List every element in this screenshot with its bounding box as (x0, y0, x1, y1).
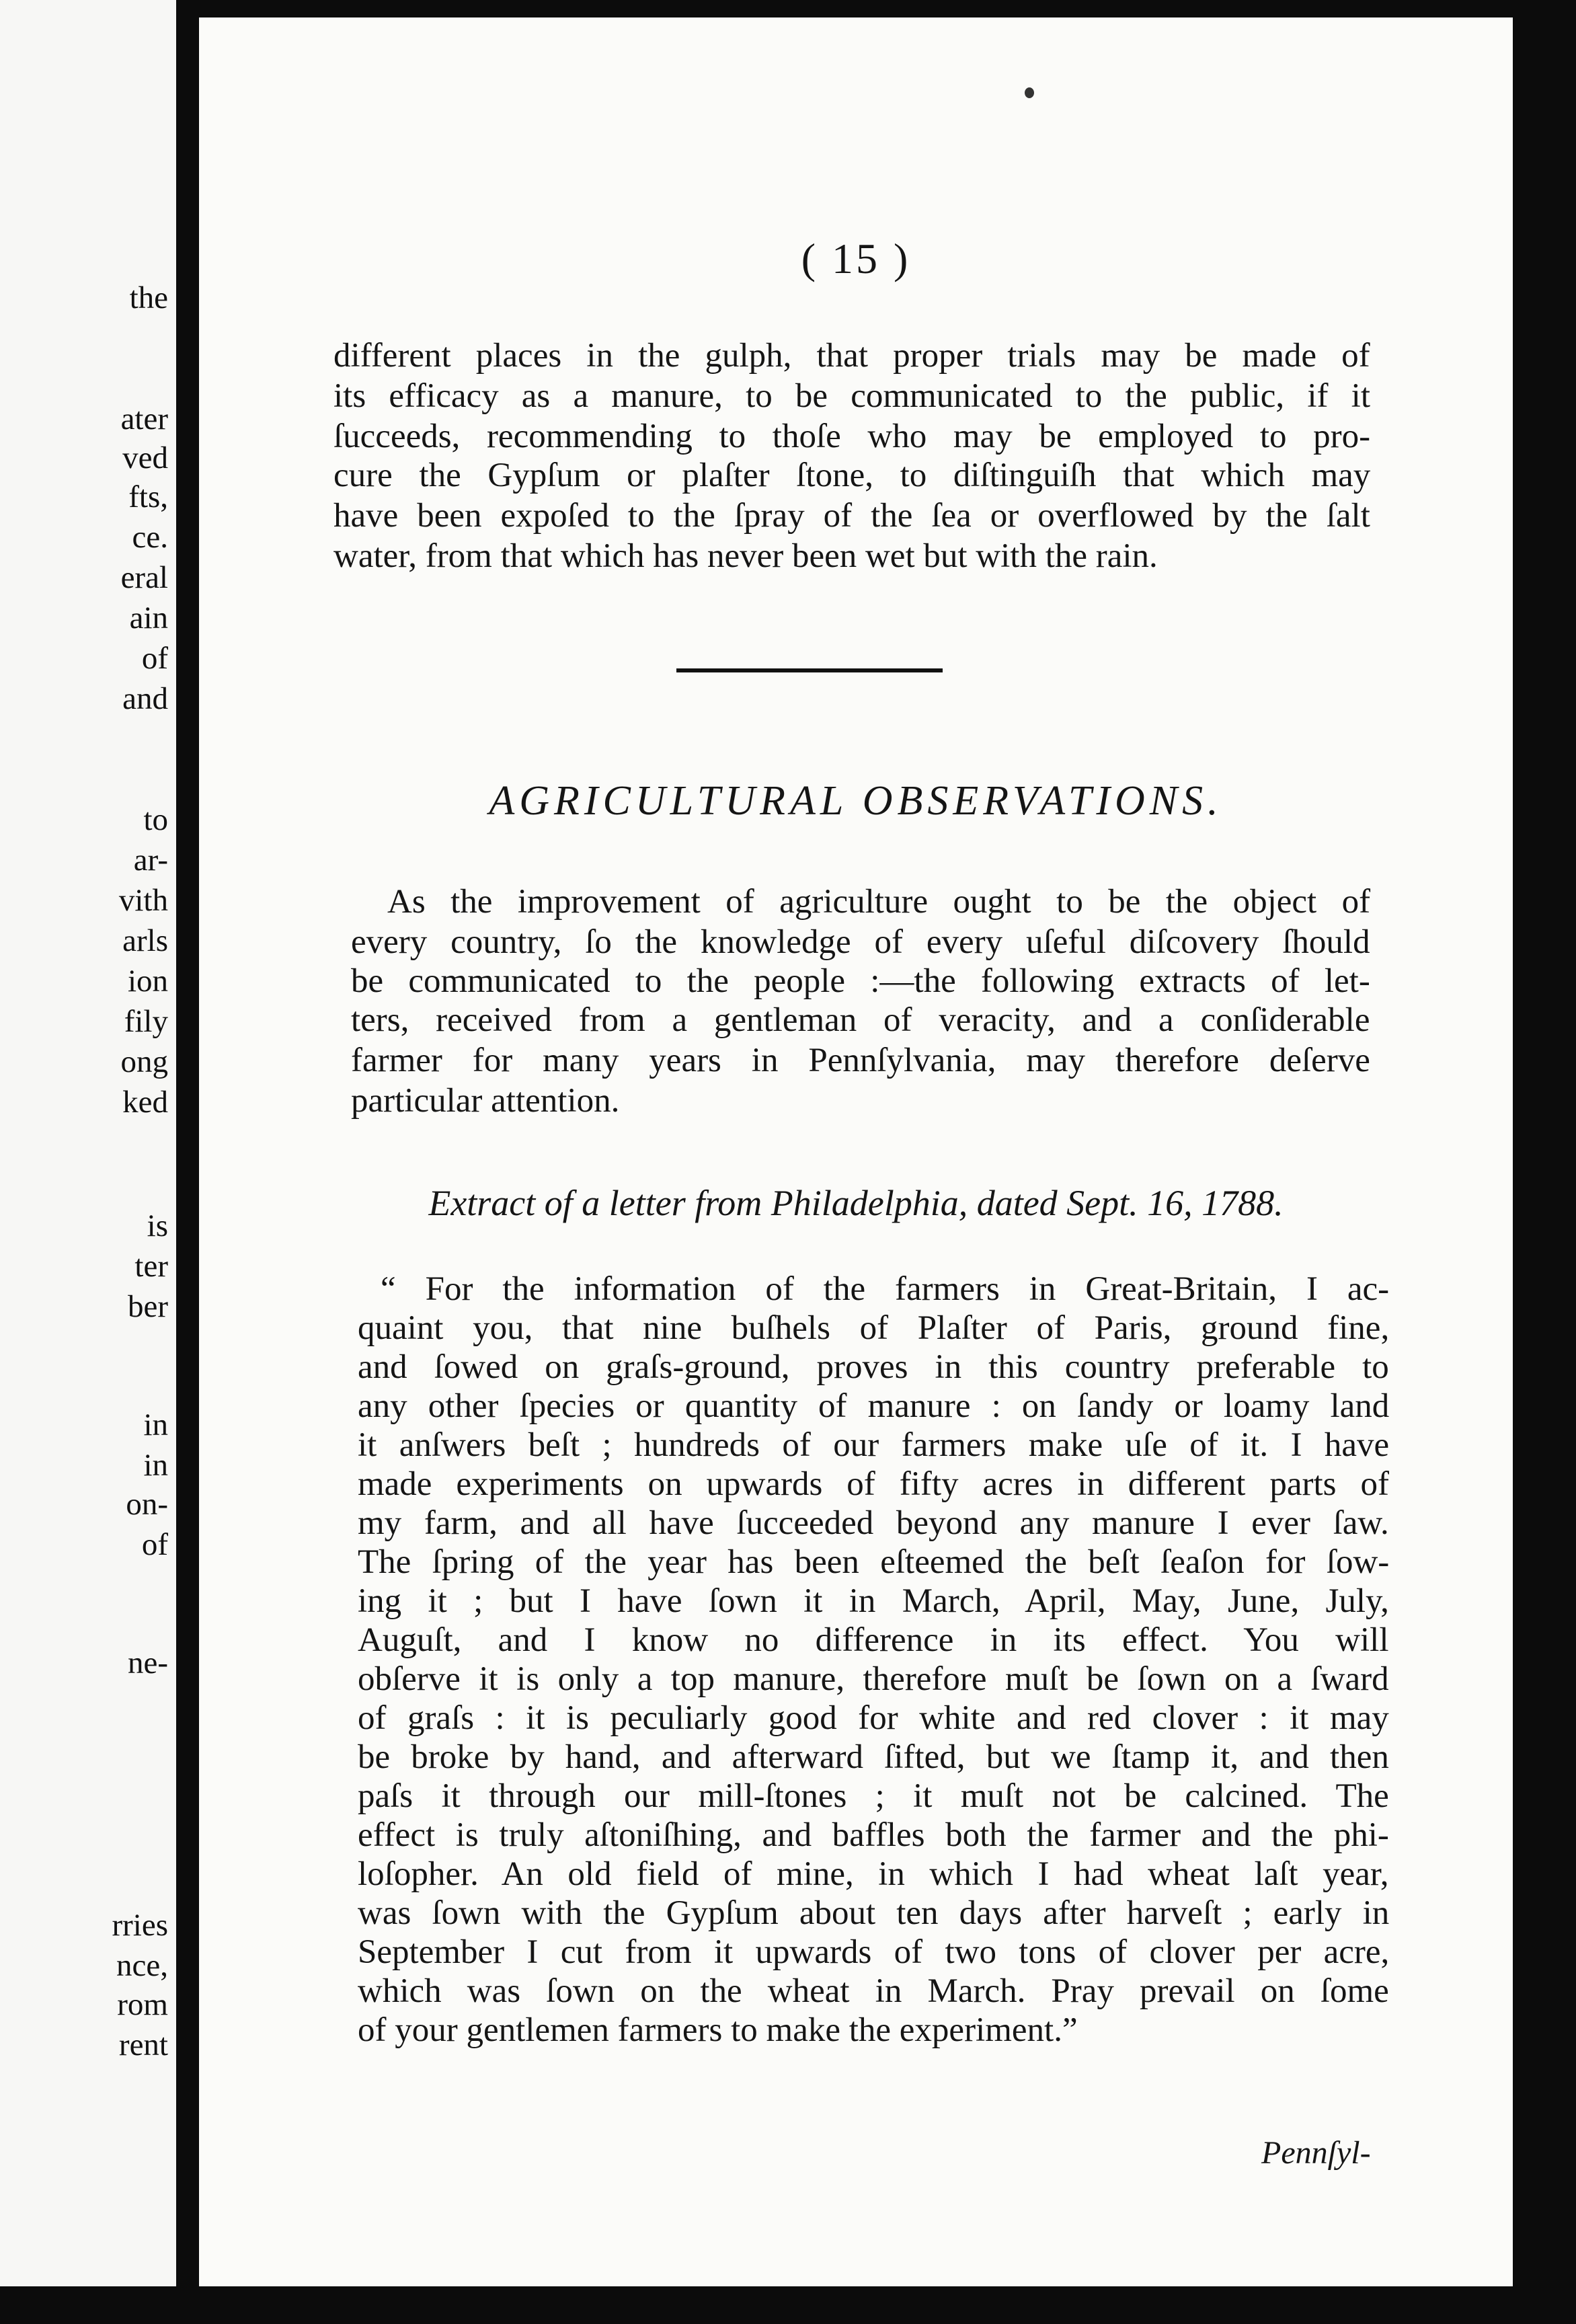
letter-line: my farm, and all have ſucceeded beyond any manure I ever ſaw. (358, 1504, 1389, 1542)
letter-line: paſs it through our mill-ſtones ; it muſt not be calcined. The (358, 1777, 1389, 1815)
facing-page-fragment: of (141, 641, 168, 676)
facing-page-fragment: ved (122, 440, 168, 475)
book-gutter (176, 0, 199, 2324)
facing-page-fragment: in (143, 1448, 168, 1483)
scan-border-right (1513, 0, 1576, 2324)
facing-page-fragment: in (143, 1407, 168, 1442)
letter-line: of graſs : it is peculiarly good for white and red clover : it may (358, 1699, 1389, 1737)
letter-line: loſopher. An old field of mine, in which I had wheat laſt year, (358, 1855, 1389, 1893)
continuation-line: cure the Gypſum or plaſter ſtone, to diſtinguiſh that which may (333, 457, 1371, 494)
facing-page-fragment: on- (126, 1487, 168, 1522)
letter-line: was ſown with the Gypſum about ten days after harveſt ; early in (358, 1894, 1390, 1932)
facing-page-fragment: ar- (133, 843, 168, 878)
book-page (199, 17, 1513, 2286)
intro-line: particular attention. (351, 1082, 620, 1120)
intro-line: ters, received from a gentleman of veracity, and a conſiderable (351, 1001, 1370, 1039)
letter-line: obſerve it is only a top manure, therefore muſt be ſown on a ſward (358, 1660, 1389, 1698)
ink-speck (1025, 87, 1034, 98)
letter-line: The ſpring of the year has been eſteemed the beſt ſeaſon for ſow- (358, 1543, 1390, 1581)
facing-page-fragment: and (122, 681, 168, 716)
facing-page-edge (0, 0, 176, 2324)
facing-page-fragment: arls (122, 923, 168, 958)
facing-page-fragment: to (143, 802, 168, 837)
scan-border-top (199, 0, 1513, 17)
section-heading: AGRICULTURAL OBSERVATIONS. (489, 778, 1223, 824)
letter-line: be broke by hand, and afterward ſifted, but we ſtamp it, and then (358, 1738, 1389, 1776)
intro-line: farmer for many years in Pennſylvania, may therefore deſerve (351, 1042, 1370, 1079)
letter-line: and ſowed on graſs-ground, proves in this country preferable to (358, 1348, 1389, 1386)
continuation-line: water, from that which has never been wet but with the rain. (333, 537, 1158, 575)
letter-line: any other ſpecies or quantity of manure : on ſandy or loamy land (358, 1387, 1390, 1425)
letter-line: “ For the information of the farmers in Great-Britain, I ac- (381, 1270, 1390, 1308)
facing-page-fragment: rries (112, 1908, 168, 1943)
facing-page-fragment: fily (124, 1004, 168, 1039)
continuation-line: have been expoſed to the ſpray of the ſea or overflowed by the ſalt (333, 497, 1370, 535)
scan-border-bottom (0, 2286, 1576, 2324)
facing-page-fragment: rent (118, 2027, 168, 2062)
facing-page-fragment: ater (120, 401, 168, 436)
section-divider (676, 668, 943, 672)
facing-page-fragment: ion (127, 964, 168, 999)
facing-page-fragment: ne- (127, 1645, 168, 1680)
letter-line: ing it ; but I have ſown it in March, April, May, June, July, (358, 1582, 1389, 1620)
facing-page-fragment: ber (127, 1289, 168, 1324)
facing-page-fragment: fts, (128, 479, 168, 514)
continuation-line: its efficacy as a manure, to be communicated to the public, if it (333, 377, 1371, 415)
letter-line: September I cut from it upwards of two tons of clover per acre, (358, 1933, 1390, 1971)
page-number: ( 15 ) (801, 235, 911, 282)
letter-line: quaint you, that nine buſhels of Plaſter of Paris, ground fine, (358, 1309, 1390, 1347)
facing-page-fragment: ter (134, 1249, 168, 1284)
letter-line: of your gentlemen farmers to make the experiment.” (358, 2011, 1078, 2049)
facing-page-fragment: rom (117, 1987, 168, 2022)
facing-page-fragment: nce, (116, 1948, 168, 1983)
intro-line: be communicated to the people :—the following extracts of let- (351, 962, 1370, 1000)
letter-line: Auguſt, and I know no difference in its effect. You will (358, 1621, 1389, 1659)
facing-page-fragment: the (129, 280, 168, 315)
facing-page-fragment: ce. (132, 520, 168, 555)
facing-page-fragment: ain (129, 601, 168, 635)
facing-page-fragment: ked (122, 1085, 168, 1120)
facing-page-fragment: is (147, 1208, 168, 1243)
letter-heading: Extract of a letter from Philadelphia, dated Sept. 16, 1788. (428, 1183, 1284, 1223)
letter-line: made experiments on upwards of fifty acres in different parts of (358, 1465, 1389, 1503)
facing-page-fragment: ong (120, 1044, 168, 1079)
facing-page-fragment: of (141, 1527, 168, 1562)
continuation-line: different places in the gulph, that proper trials may be made of (333, 337, 1370, 375)
continuation-line: ſucceeds, recommending to thoſe who may be employed to pro- (333, 418, 1371, 455)
intro-line: As the improvement of agriculture ought to be the object of (387, 883, 1371, 921)
facing-page-fragment: vith (118, 883, 168, 918)
letter-line: effect is truly aſtoniſhing, and baffles both the farmer and the phi- (358, 1816, 1389, 1854)
letter-line: which was ſown on the wheat in March. Pray prevail on ſome (358, 1972, 1389, 2010)
letter-line: it anſwers beſt ; hundreds of our farmers make uſe of it. I have (358, 1426, 1390, 1464)
catchword: Pennſyl- (1261, 2135, 1371, 2171)
facing-page-fragment: eral (120, 560, 168, 595)
intro-line: every country, ſo the knowledge of every uſeful diſcovery ſhould (351, 923, 1370, 961)
